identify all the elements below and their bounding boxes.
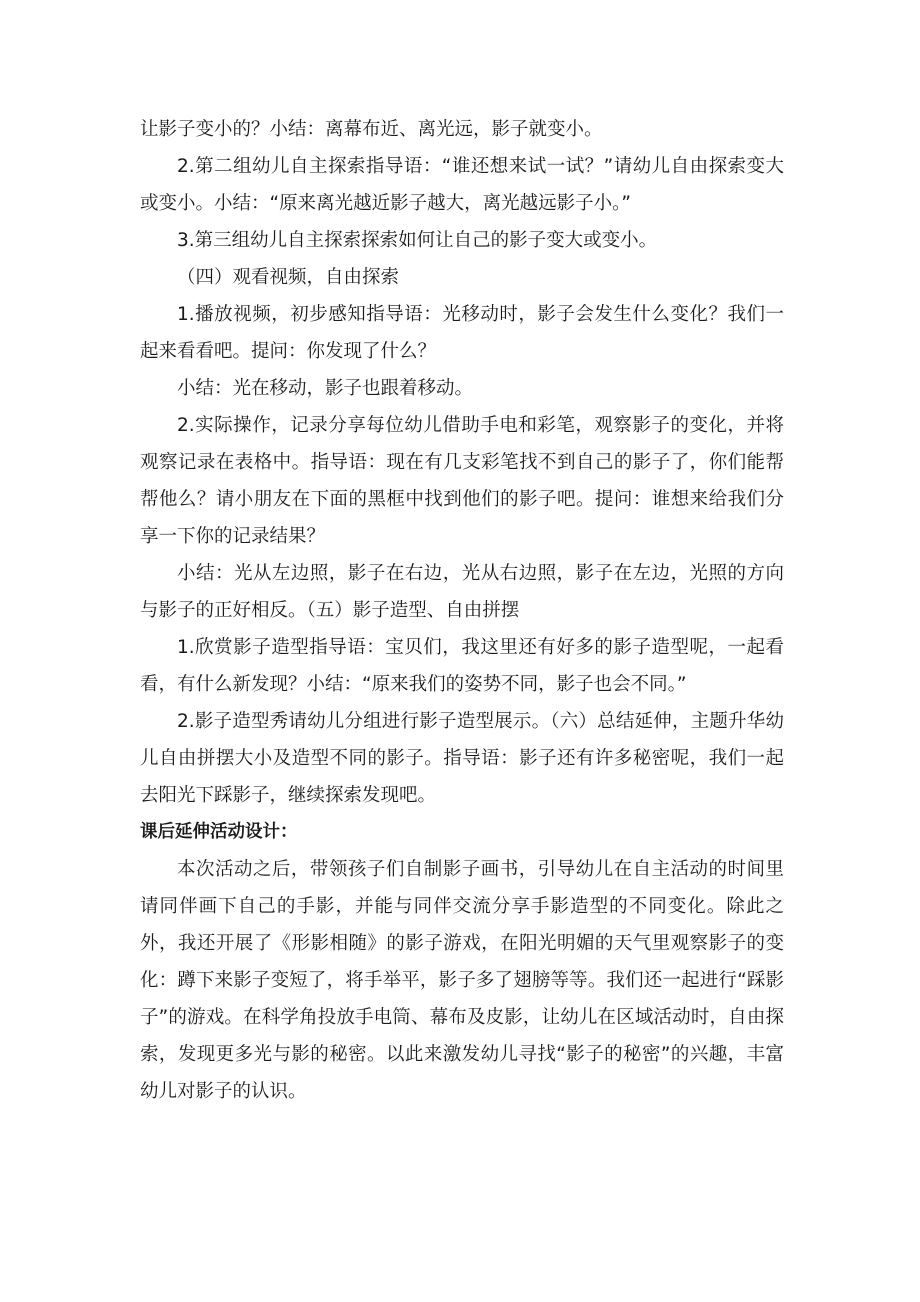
paragraph-extension-activity: 本次活动之后，带领孩子们自制影子画书，引导幼儿在自主活动的时间里请同伴画下自己的手影，并能与同伴交流分享手影造型的不同变化。除此之外，我还开展了《形影相随》的影子游戏，在阳光明媚的天气里观察影子的变化：蹲下来影子变短了，将手举平，影子多了翅膀等等。我们还一起进行“踩影子”的游戏。在科学角投放手电筒、幕布及皮影，让幼儿在区域活动时，自由探索，发现更多光与影的秘密。以此来激发幼儿寻找“影子的秘密”的兴趣，丰富幼儿对影子的认识。 <box>140 859 784 1102</box>
paragraph-shape-show: 2.影子造型秀请幼儿分组进行影子造型展示。（六）总结延伸，主题升华幼儿自由拼摆大小及造型不同的影子。指导语：影子还有许多秘密呢，我们一起去阳光下踩影子，继续探索发现吧。 <box>140 711 784 806</box>
section-four-title: （四）观看视频，自由探索 <box>177 267 400 288</box>
extension-heading: 课后延伸活动设计： <box>140 822 298 842</box>
paragraph-group-two: 2.第二组幼儿自主探索指导语：“谁还想来试一试？”请幼儿自由探索变大或变小。小结：“原来离光越近影子越大，离光越远影子小。” <box>140 156 784 214</box>
paragraph-appreciate-shapes: 1.欣赏影子造型指导语：宝贝们，我这里还有好多的影子造型呢，一起看看，有什么新发现？小结：“原来我们的姿势不同，影子也会不同。” <box>140 637 784 695</box>
paragraph-practical-operation: 2.实际操作，记录分享每位幼儿借助手电和彩笔，观察影子的变化，并将观察记录在表格中。指导语：现在有几支彩笔找不到自己的影子了，你们能帮帮他么？请小朋友在下面的黑框中找到他们的影子吧。提问：谁想来给我们分享一下你的记录结果？ <box>140 415 784 547</box>
document-body <box>140 111 784 1110</box>
paragraph-summary-direction: 小结：光从左边照，影子在右边，光从右边照，影子在左边，光照的方向与影子的正好相反。（五）影子造型、自由拼摆 <box>140 563 784 621</box>
paragraph-summary-light-moving: 小结：光在移动，影子也跟着移动。 <box>177 378 474 399</box>
paragraph-continuation: 让影子变小的？小结：离幕布近、离光远，影子就变小。 <box>140 119 603 140</box>
paragraph-play-video: 1.播放视频，初步感知指导语：光移动时，影子会发生什么变化？我们一起来看看吧。提问：你发现了什么？ <box>140 304 784 362</box>
paragraph-group-three: 3.第三组幼儿自主探索探索如何让自己的影子变大或变小。 <box>177 230 658 251</box>
